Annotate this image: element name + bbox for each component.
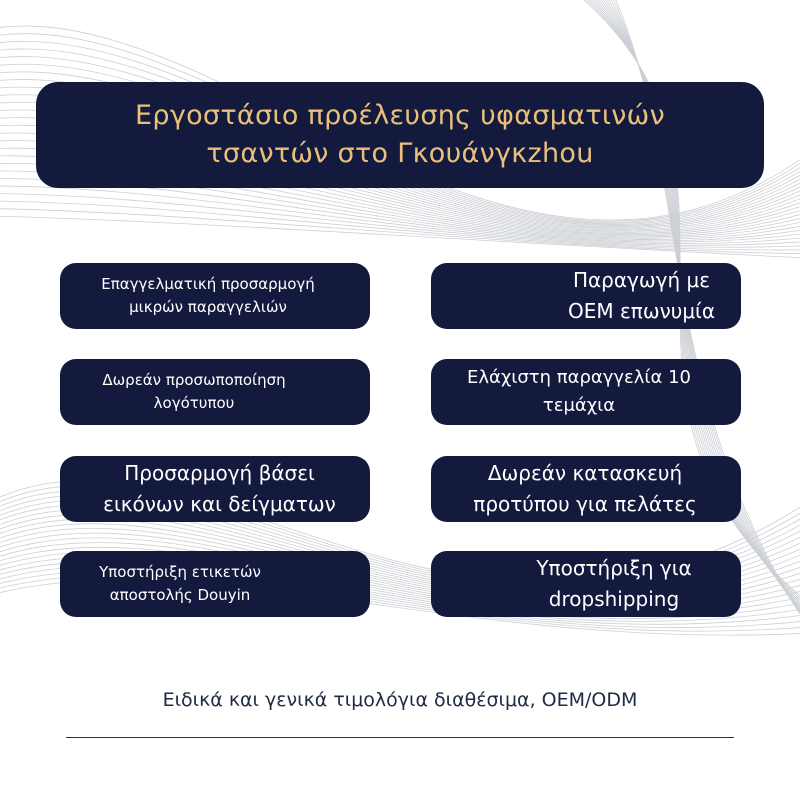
footer-note: Ειδικά και γενικά τιμολόγια διαθέσιμα, OEM/ODM [162,689,638,711]
feature-label: Παραγωγή με OEM επωνυμία [567,268,715,323]
feature-label: Δωρεάν κατασκευή προτύπου για πελάτες [473,461,697,516]
feature-label: Υποστήριξη ετικετών αποστολής Douyin [99,563,261,604]
footer-divider [66,737,734,738]
feature-badge-free-prototype [431,456,741,522]
feature-label: Δωρεάν προσωποποίηση λογότυπου [102,371,286,412]
feature-badge-image-sample-customization [60,456,370,522]
page-title: Εργοστάσιο προέλευσης υφασματινών τσαντών στο Γκουάνγκzhou [135,100,665,169]
feature-label: Υποστήριξη για dropshipping [536,556,692,611]
feature-badge-free-logo [60,359,370,425]
feature-badge-minimum-order [431,359,741,425]
feature-label: Προσαρμογή βάσει εικόνων και δείγματων [103,461,336,516]
feature-badge-dropshipping [431,551,741,617]
feature-badge-small-order-customization [60,263,370,329]
feature-label: Ελάχιστη παραγγελία 10 τεμάχια [466,367,691,416]
title-banner [36,82,764,188]
feature-badge-oem-brand [431,263,741,329]
feature-label: Επαγγελματική προσαρμογή μικρών παραγγελιών [101,275,315,316]
feature-badge-douyin-labels [60,551,370,617]
